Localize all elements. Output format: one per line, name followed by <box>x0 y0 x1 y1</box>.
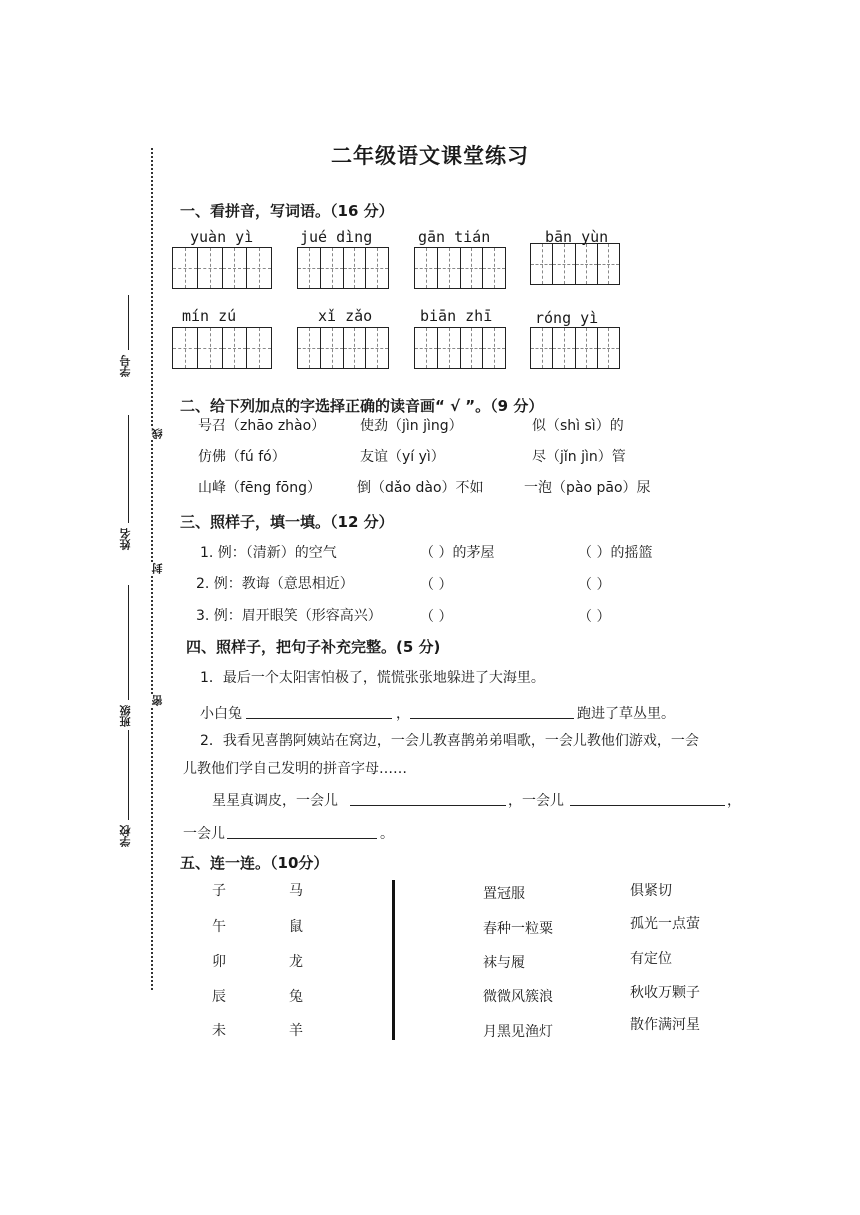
comma: ， <box>727 793 741 809</box>
pronunciation-item[interactable] <box>198 415 325 435</box>
match-item[interactable]: 午 <box>212 919 226 935</box>
section2-heading: 二、给下列加点的字选择正确的读音画“ √ ”。（9 分） <box>180 397 544 415</box>
word: 尽 <box>532 449 546 465</box>
match-item[interactable]: 袜与履 <box>483 955 525 971</box>
period: 。 <box>380 826 394 842</box>
word: 山峰 <box>198 480 226 496</box>
match-item[interactable]: 子 <box>212 883 226 899</box>
question-text: 2．我看见喜鹊阿姨站在窝边，一会儿教喜鹊弟弟唱歌，一会儿教他们游戏，一会 <box>200 733 699 749</box>
options: （shì sì）的 <box>546 418 624 434</box>
match-item[interactable]: 置冠服 <box>483 886 525 902</box>
match-item[interactable]: 羊 <box>289 1023 303 1039</box>
pronunciation-item[interactable] <box>198 446 286 466</box>
writing-grid[interactable] <box>414 247 506 289</box>
answer-line[interactable] <box>246 718 392 719</box>
pronunciation-item[interactable] <box>360 415 463 435</box>
match-item[interactable]: 秋收万颗子 <box>630 985 700 1001</box>
match-item[interactable]: 月黑见渔灯 <box>483 1024 553 1040</box>
match-item[interactable]: 兔 <box>289 989 303 1005</box>
writing-grid[interactable] <box>172 247 272 289</box>
options: （zhāo zhào） <box>226 418 326 434</box>
margin-label-line: 线 <box>151 428 164 439</box>
pinyin-label: bān yùn <box>545 228 609 246</box>
example-text: 1. 例：（清新）的空气 <box>200 545 337 561</box>
student-id-field[interactable] <box>128 295 129 350</box>
match-item[interactable]: 微微风簇浪 <box>483 989 553 1005</box>
margin-label-student-id: 学号 <box>119 355 132 377</box>
options: （fú fó） <box>226 449 286 465</box>
name-field[interactable] <box>128 415 129 523</box>
pronunciation-item[interactable] <box>198 477 321 497</box>
options: （jìn jìng） <box>388 418 463 434</box>
word: 使劲 <box>360 418 388 434</box>
options: （fēng fōng） <box>226 480 322 496</box>
answer-prefix: 星星真调皮，一会儿 <box>212 793 338 809</box>
match-item[interactable]: 春种一粒粟 <box>483 921 553 937</box>
pinyin-label: biān zhī <box>420 307 493 325</box>
options: （dǎo dào）不如 <box>371 480 484 496</box>
answer-suffix: 跑进了草丛里。 <box>577 706 675 722</box>
word: 友谊 <box>360 449 388 465</box>
pronunciation-item[interactable] <box>524 477 651 497</box>
options: （pào pāo）尿 <box>552 480 651 496</box>
writing-grid[interactable] <box>297 327 389 369</box>
section4-heading: 四、照样子，把句子补充完整。(5 分) <box>186 638 441 656</box>
pronunciation-item[interactable] <box>357 477 484 497</box>
word: 仿佛 <box>198 449 226 465</box>
school-field[interactable] <box>128 730 129 820</box>
word: 一泡 <box>524 480 552 496</box>
fill-blank[interactable]: （ ）的摇篮 <box>578 545 653 561</box>
answer-line[interactable] <box>570 805 725 806</box>
writing-grid[interactable] <box>172 327 272 369</box>
word: 号召 <box>198 418 226 434</box>
fill-blank[interactable]: （ ） <box>578 609 611 625</box>
writing-grid[interactable] <box>530 243 620 285</box>
class-field[interactable] <box>128 585 129 700</box>
pinyin-label: gān tián <box>418 228 491 246</box>
match-item[interactable]: 有定位 <box>630 951 672 967</box>
pinyin-label: mín zú <box>182 307 237 325</box>
word: 似 <box>532 418 546 434</box>
match-item[interactable]: 俱紧切 <box>630 883 672 899</box>
options: （jǐn jìn）管 <box>546 449 626 465</box>
match-item[interactable]: 未 <box>212 1023 226 1039</box>
match-item[interactable]: 辰 <box>212 989 226 1005</box>
margin-label-name: 姓名 <box>119 528 132 550</box>
fill-blank[interactable]: （ ） <box>420 577 453 593</box>
comma: ， <box>396 706 410 722</box>
pinyin-label: jué dìng <box>300 228 373 246</box>
pronunciation-item[interactable] <box>532 415 624 435</box>
answer-middle: ，一会儿 <box>508 793 564 809</box>
column-divider <box>392 880 395 1040</box>
question-text: 1．最后一个太阳害怕极了，慌慌张张地躲进了大海里。 <box>200 670 545 686</box>
match-item[interactable]: 鼠 <box>289 919 303 935</box>
match-item[interactable]: 卯 <box>212 954 226 970</box>
fill-blank[interactable]: （ ）的茅屋 <box>420 545 495 561</box>
match-item[interactable]: 龙 <box>289 954 303 970</box>
writing-grid[interactable] <box>414 327 506 369</box>
margin-label-secret: 密 <box>151 695 164 706</box>
pinyin-label: xǐ zǎo <box>318 307 373 325</box>
question-text: 儿教他们学自己发明的拼音字母…… <box>183 761 407 777</box>
answer-prefix: 一会儿 <box>183 826 225 842</box>
margin-label-class: 班级 <box>119 705 132 727</box>
pinyin-label: yuàn yì <box>190 228 254 246</box>
options: （yí yì） <box>388 449 445 465</box>
writing-grid[interactable] <box>530 327 620 369</box>
match-item[interactable]: 马 <box>289 883 303 899</box>
fill-blank[interactable]: （ ） <box>420 609 453 625</box>
example-text: 2. 例：教诲（意思相近） <box>196 576 354 592</box>
answer-line[interactable] <box>227 838 377 839</box>
section1-heading: 一、看拼音，写词语。（16 分） <box>180 202 394 220</box>
section3-heading: 三、照样子，填一填。（12 分） <box>180 513 394 531</box>
fill-blank[interactable]: （ ） <box>578 577 611 593</box>
margin-label-school: 学校 <box>119 825 132 847</box>
match-item[interactable]: 散作满河星 <box>630 1017 700 1033</box>
answer-line[interactable] <box>410 718 574 719</box>
example-text: 3. 例：眉开眼笑（形容高兴） <box>196 608 382 624</box>
answer-line[interactable] <box>350 805 506 806</box>
margin-label-seal: 封 <box>151 563 164 574</box>
answer-prefix: 小白兔 <box>200 706 242 722</box>
page-title: 二年级语文课堂练习 <box>331 144 529 168</box>
section5-heading: 五、连一连。（10分） <box>180 854 329 872</box>
pronunciation-item[interactable] <box>532 446 626 466</box>
word: 倒 <box>357 480 371 496</box>
pronunciation-item[interactable] <box>360 446 445 466</box>
writing-grid[interactable] <box>297 247 389 289</box>
match-item[interactable]: 孤光一点萤 <box>630 916 700 932</box>
pinyin-label: róng yì <box>535 309 599 327</box>
